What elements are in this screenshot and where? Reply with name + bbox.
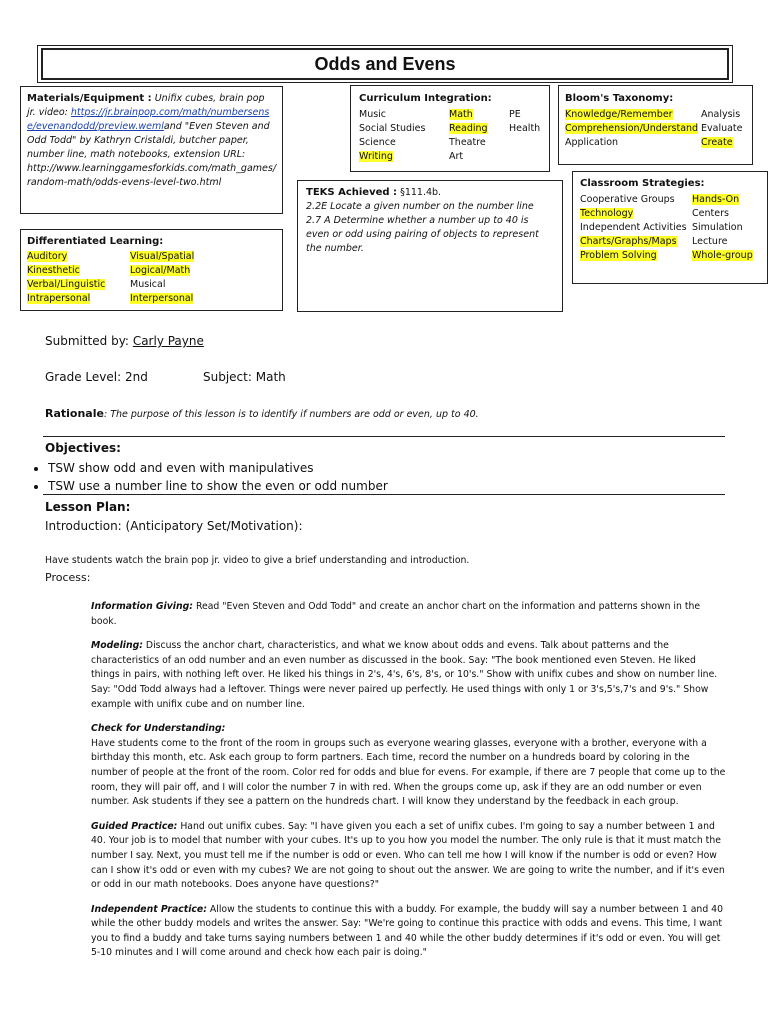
teks-label: TEKS Achieved : <box>306 187 398 198</box>
blooms-cell <box>565 136 701 150</box>
strategy-cell <box>580 249 692 263</box>
objectives-list-wrap <box>30 459 730 495</box>
process-para-modeling <box>91 639 727 712</box>
strategy-cell <box>580 235 692 249</box>
process-label-3: Guided Practice: <box>91 820 178 832</box>
differentiated-cell <box>27 250 130 264</box>
process-para-guided <box>91 820 727 893</box>
blooms-item: Analysis <box>701 109 741 120</box>
differentiated-cell <box>27 292 130 306</box>
strategy-cell <box>580 193 692 207</box>
curriculum-label: Curriculum Integration: <box>359 93 492 104</box>
differentiated-item: Visual/Spatial <box>130 251 195 262</box>
curriculum-cell <box>509 108 549 122</box>
strategies-label: Classroom Strategies: <box>580 178 705 189</box>
strategy-item: Cooperative Groups <box>580 194 675 205</box>
curriculum-cell <box>509 150 549 164</box>
curriculum-item: Science <box>359 137 396 148</box>
differentiated-item: Intrapersonal <box>27 293 91 304</box>
blooms-cell <box>565 122 701 136</box>
differentiated-cell <box>130 250 230 264</box>
objectives-label: Objectives: <box>45 441 121 455</box>
differentiated-cell <box>130 292 230 306</box>
strategy-item: Hands-On <box>692 194 740 205</box>
materials-text: Unifix cubes, brain pop jr. video: <box>27 93 265 118</box>
rationale-label: Rationale <box>45 407 104 420</box>
submitted-line <box>45 334 204 348</box>
strategy-item: Charts/Graphs/Maps <box>580 236 677 247</box>
differentiated-item: Kinesthetic <box>27 265 80 276</box>
strategy-cell <box>580 221 692 235</box>
differentiated-box <box>20 229 283 311</box>
intro-label: Introduction: (Anticipatory Set/Motivation): <box>45 519 303 533</box>
curriculum-cell <box>449 122 509 136</box>
teks-box <box>297 180 563 312</box>
strategy-item: Whole-group <box>692 250 753 261</box>
subject-value: Math <box>255 370 286 384</box>
curriculum-cell <box>509 122 549 136</box>
curriculum-item: Math <box>449 109 473 120</box>
differentiated-cell <box>130 278 230 292</box>
video-link[interactable]: https://jr.brainpop.com/math/numbersense/evenandodd/preview.weml <box>27 107 270 132</box>
strategy-cell <box>692 235 762 249</box>
process-para-check <box>91 722 727 810</box>
curriculum-cell <box>359 108 449 122</box>
blooms-item: Comprehension/Understand <box>565 123 699 134</box>
blooms-item: Knowledge/Remember <box>565 109 673 120</box>
differentiated-item: Auditory <box>27 251 68 262</box>
blooms-box <box>558 85 753 165</box>
curriculum-item: Health <box>509 123 541 134</box>
strategy-item: Independent Activities <box>580 222 687 233</box>
curriculum-item: Art <box>449 151 464 162</box>
curriculum-item: Music <box>359 109 387 120</box>
process-para-information-giving <box>91 600 727 629</box>
strategy-cell <box>692 249 762 263</box>
teks-line-2: 2.7 A Determine whether a number up to 40 is even or odd using pairing of objects to represent the number. <box>306 215 539 254</box>
process-text-4: Allow the students to continue this with a buddy. For example, the buddy will say a number between 1 and 40 while the other buddy models and writes the answer. Say: "We're going to continue this practice with odds and evens. This time, I want you to find a buddy and take turns saying numbers between 1 and 40 while the other buddy determines if it's odd or even. You will get 5-10 minutes and I will come around and check how each pair is doing." <box>91 903 724 959</box>
grade-line <box>45 370 148 384</box>
materials-text-2: and "Even Steven and Odd Todd" by Kathryn Cristaldi, butcher paper, number line, math notebooks, extension URL: http://www.learninggamesforkids.com/math_games/random-math/odds-evens-level-two.html <box>27 121 277 188</box>
strategy-cell <box>692 207 762 221</box>
curriculum-cell <box>359 122 449 136</box>
curriculum-cell <box>449 150 509 164</box>
process-label-4: Independent Practice: <box>91 903 207 915</box>
process-text-3: Hand out unifix cubes. Say: "I have given you each a set of unifix cubes. I'm going to say a number between 1 and 40. Your job is to model that number with your cubes. It's up to you how you model the number. The only rule is that it must match the number I say. Next, you must tell me if the number is odd or even. Who can tell me how I will know if the number is odd or even? How can I show it's odd or even with my cubes? We are not going to shout out the answer. We are going to write the number, and if it's even or odd in our math notebooks. Does anyone have questions?" <box>91 820 725 891</box>
process-text-1: Discuss the anchor chart, characteristics, and what we know about odds and evens. Talk about patterns and the characteristics of an odd number and an even number as discussed in the book. Say: "The book mentioned even Steven. He liked things in pairs, with nothing left over. He liked his things in 2's, 4's, 6's, 8's, or 10's." Show with unifix cubes and show on number line. Say: "Odd Todd always had a leftover. Things were never paired up perfectly. He used things with only 1 or 3's,5's,7's and 9's." Show example with unifix cube and on number line. <box>91 640 718 710</box>
curriculum-item: Theatre <box>449 137 486 148</box>
teks-line-1: 2.2E Locate a given number on the number line <box>306 201 534 212</box>
process-label: Process: <box>45 571 91 584</box>
blooms-label: Bloom's Taxonomy: <box>565 93 674 104</box>
submitted-name: Carly Payne <box>132 334 204 348</box>
strategy-item: Problem Solving <box>580 250 657 261</box>
process-text-2: Have students come to the front of the room in groups such as everyone wearing glasses, everyone with a brother, everyone with a birthday this month, etc. Ask each group to form partners. Each time, record the number on a hundreds board by coloring in the number of people at the front of the room. Color red for odds and blue for evens. For example, if there are 7 people that come up to the room, they will pair off, and I will color the number 7 in with red. When the groups come up, ask if they are an odd number or even number. Ask students if they see a pattern on the hundreds chart. I will know they understand by the feedback in each group. <box>91 737 726 808</box>
blooms-cell <box>701 122 751 136</box>
objective-item: • TSW show odd and even with manipulatives <box>48 459 730 477</box>
curriculum-item: Reading <box>449 123 488 134</box>
curriculum-cell <box>449 108 509 122</box>
curriculum-item: PE <box>509 109 521 120</box>
teks-code: §111.4b. <box>400 187 442 198</box>
differentiated-cell <box>27 278 130 292</box>
curriculum-item: Writing <box>359 151 393 162</box>
strategy-cell <box>692 193 762 207</box>
divider <box>43 436 725 437</box>
strategy-cell <box>580 207 692 221</box>
process-section <box>91 600 727 961</box>
intro-text: Have students watch the brain pop jr. video to give a brief understanding and introduction. <box>45 555 470 566</box>
process-label-0: Information Giving: <box>91 601 193 612</box>
strategy-item: Simulation <box>692 222 743 233</box>
differentiated-item: Musical <box>130 279 166 290</box>
subject-label: Subject: <box>203 370 252 384</box>
rationale-text: : The purpose of this lesson is to identify if numbers are odd or even, up to 40. <box>103 409 479 420</box>
grade-label: Grade Level: <box>45 370 122 384</box>
differentiated-item: Interpersonal <box>130 293 194 304</box>
curriculum-item: Social Studies <box>359 123 426 134</box>
curriculum-cell <box>359 136 449 150</box>
materials-box <box>20 86 283 214</box>
grade-value: 2nd <box>124 370 148 384</box>
curriculum-cell <box>359 150 449 164</box>
objective-item: • TSW use a number line to show the even or odd number <box>48 477 730 495</box>
strategy-item: Technology <box>580 208 634 219</box>
blooms-item: Create <box>701 137 733 148</box>
lesson-plan-label: Lesson Plan: <box>45 500 131 514</box>
strategy-cell <box>692 221 762 235</box>
blooms-cell <box>701 108 751 122</box>
blooms-cell <box>701 136 751 150</box>
differentiated-item: Logical/Math <box>130 265 191 276</box>
process-text-0: Read "Even Steven and Odd Todd" and create an anchor chart on the information and patterns shown in the book. <box>91 601 701 627</box>
differentiated-cell <box>130 264 230 278</box>
subject-line <box>203 370 286 384</box>
strategies-box <box>572 171 768 284</box>
blooms-item: Application <box>565 137 619 148</box>
strategy-item: Lecture <box>692 236 728 247</box>
strategy-item: Centers <box>692 208 729 219</box>
process-label-2: Check for Understanding: <box>91 723 226 735</box>
blooms-item: Evaluate <box>701 123 743 134</box>
page-title: Odds and Evens <box>41 48 729 80</box>
curriculum-cell <box>449 136 509 150</box>
divider <box>43 494 725 495</box>
differentiated-item: Verbal/Linguistic <box>27 279 106 290</box>
curriculum-box <box>350 85 550 172</box>
materials-label: Materials/Equipment : <box>27 93 152 104</box>
differentiated-label: Differentiated Learning: <box>27 236 164 247</box>
differentiated-cell <box>27 264 130 278</box>
blooms-cell <box>565 108 701 122</box>
objectives-list <box>30 459 730 495</box>
curriculum-cell <box>509 136 549 150</box>
rationale <box>45 407 479 420</box>
process-label-1: Modeling: <box>91 640 143 652</box>
process-para-independent <box>91 903 727 961</box>
submitted-label: Submitted by: <box>45 334 129 348</box>
